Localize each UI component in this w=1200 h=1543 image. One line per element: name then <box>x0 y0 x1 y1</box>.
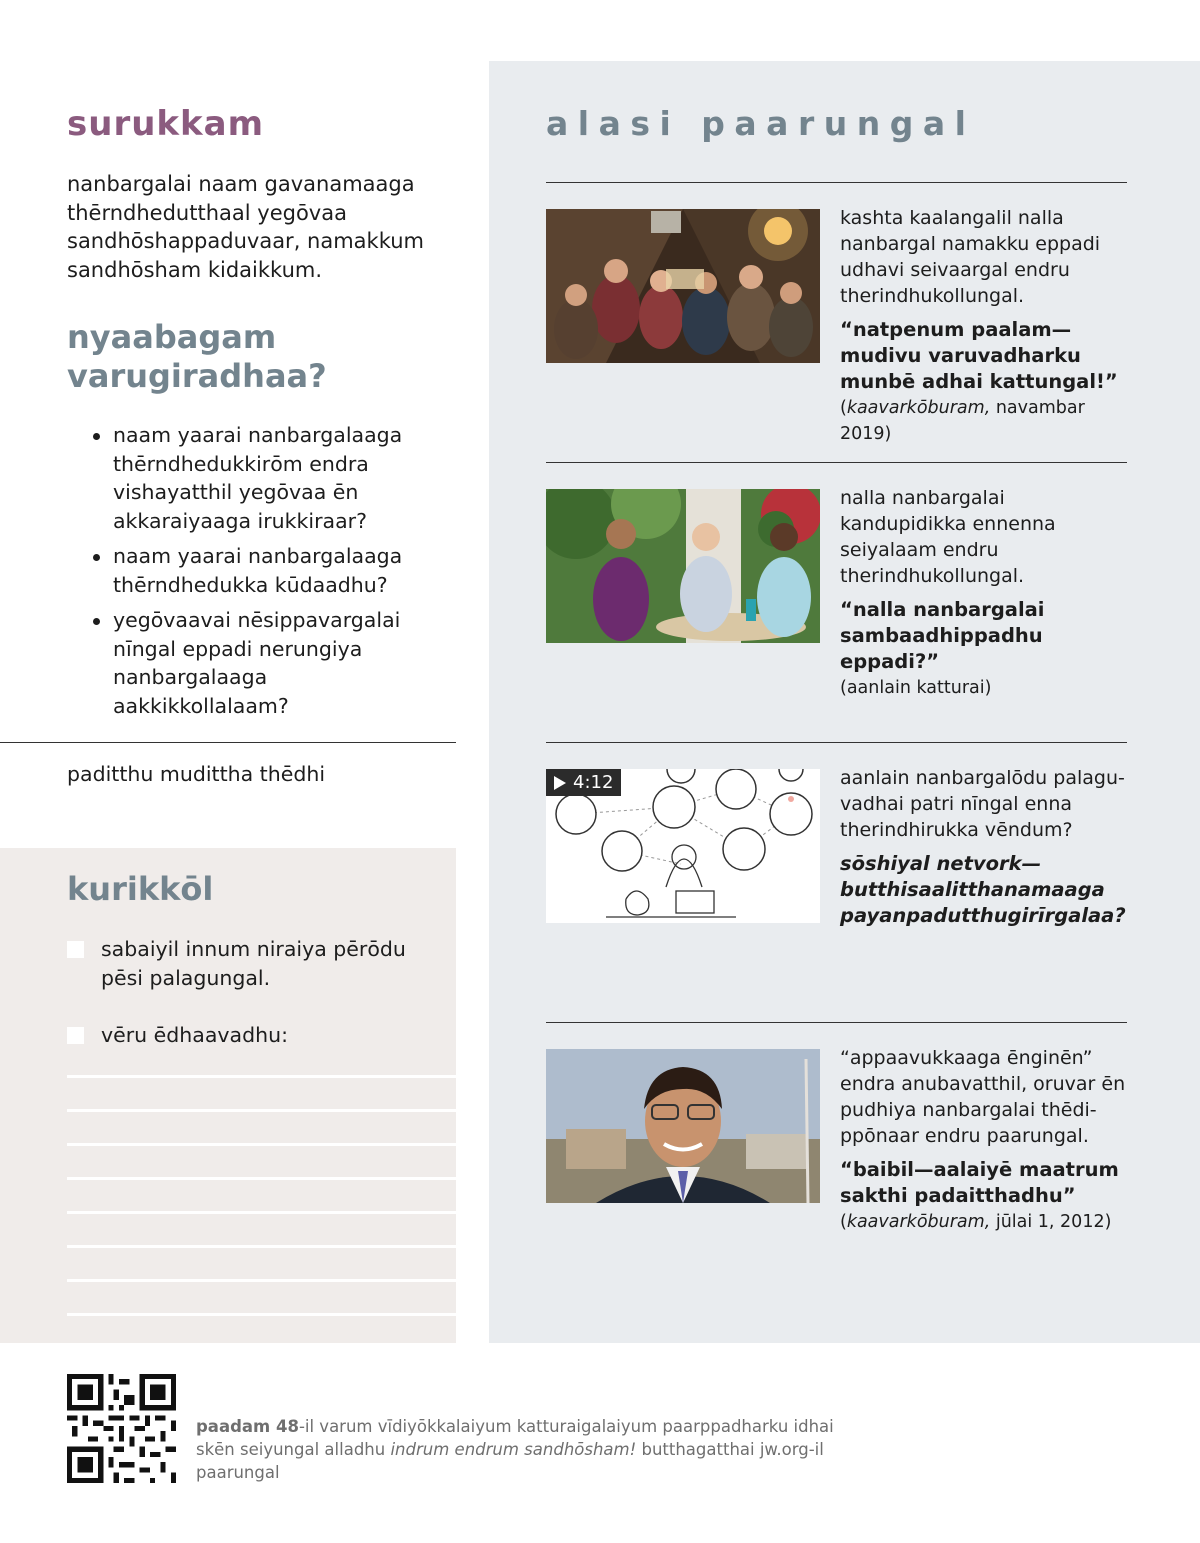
writing-line[interactable] <box>67 1245 456 1248</box>
play-icon <box>554 776 566 790</box>
divider <box>546 182 1127 183</box>
writing-line[interactable] <box>67 1143 456 1146</box>
friends-table-illustration <box>546 489 820 643</box>
goal-item <box>67 1021 437 1050</box>
source-date: jūlai 1, 2012) <box>990 1212 1112 1232</box>
goal-checkbox[interactable] <box>67 941 84 958</box>
resource-card <box>840 1045 1130 1235</box>
divider <box>546 742 1127 743</box>
resource-card <box>840 205 1130 447</box>
source-prefix: ( <box>840 1212 847 1232</box>
completed-date-label: paditthu mudittha thēdhi <box>67 762 326 786</box>
review-question: naam yaarai nanbargalaaga thērndhedukka kūdaadhu? <box>88 542 448 599</box>
review-question: yegōvaavai nēsippavargalai nīngal eppadi nerungiya nanbargalaaga aakkikkollalaam? <box>88 606 448 720</box>
resource-image-attic-group[interactable] <box>546 209 820 363</box>
resource-description: aanlain nanbargalōdu palaguvadhai patri nīngal enna therindhirukka vēndum? <box>840 767 1125 841</box>
writing-line[interactable] <box>67 1109 456 1112</box>
resource-source <box>840 1209 1130 1235</box>
footer-lesson-ref: paadam 48 <box>196 1417 299 1436</box>
source-date: navambar 2019) <box>840 398 1085 444</box>
divider <box>0 742 456 743</box>
writing-line[interactable] <box>67 1279 456 1282</box>
attic-group-illustration <box>546 209 820 363</box>
source-prefix: ( <box>840 398 847 418</box>
footer-text-part: butthagatthai jw.org-il paarungal <box>196 1440 824 1482</box>
writing-line[interactable] <box>67 1075 456 1078</box>
resource-card <box>840 485 1130 701</box>
explore-title: alasi paarungal <box>546 104 976 143</box>
source-publication: kaavarkōburam, <box>846 398 991 418</box>
qr-code[interactable] <box>67 1374 176 1483</box>
divider <box>546 1022 1127 1023</box>
resource-card <box>840 765 1130 929</box>
footer-note <box>196 1415 836 1484</box>
summary-title: surukkam <box>67 104 265 144</box>
video-duration: 4:12 <box>573 772 614 793</box>
goal-item-label: vēru ēdhaavadhu: <box>101 1023 289 1047</box>
video-duration-badge[interactable] <box>546 769 621 796</box>
goal-item-label: sabaiyil innum niraiya pērōdu pēsi palagungal. <box>101 937 406 990</box>
resource-source <box>840 395 1130 447</box>
resource-link-title[interactable]: “nalla nanbargalai sambaadhippadhu eppadi?” <box>840 598 1045 673</box>
resource-description: “appaavukkaaga ēnginēn” endra anubavatthil, oruvar ēn pudhiya nanbargalai thēdippōnaar endru paarungal. <box>840 1047 1126 1147</box>
summary-text: nanbargalai naam gavanamaaga thērndhedutthaal yegōvaa sandhōshappaduvaar, namakkum sandhōsham kidaikkum. <box>67 172 424 282</box>
video-link-title[interactable]: sōshiyal netvork—butthisaalitthanamaaga payanpadutthugirīrgalaa? <box>840 852 1126 927</box>
source-publication: kaavarkōburam, <box>846 1212 991 1232</box>
writing-line[interactable] <box>67 1313 456 1316</box>
resource-link-title[interactable]: “natpenum paalam—mudivu varuvadharku munbē adhai kattungal!” <box>840 318 1118 393</box>
resource-link-title[interactable]: “baibil—aalaiyē maatrum sakthi padaitthadhu” <box>840 1158 1119 1207</box>
writing-line[interactable] <box>67 1177 456 1180</box>
goal-checkbox[interactable] <box>67 1027 84 1044</box>
footer-book-title: indrum endrum sandhōsham! <box>390 1440 637 1459</box>
footer-text-part: -il varum vīdiyōkkalaiyum katturaigalaiyum paarppadharku idhai skēn seiyungal alladhu <box>196 1417 834 1459</box>
review-questions <box>88 421 448 727</box>
goal-title: kurikkōl <box>67 870 214 908</box>
review-question: naam yaarai nanbargalaaga thērndhedukkirōm endra vishayatthil yegōvaa ēn akkaraiyaaga irukkiraar? <box>88 421 448 535</box>
resource-source: (aanlain katturai) <box>840 678 992 698</box>
divider <box>546 462 1127 463</box>
resource-description: kashta kaalangalil nalla nanbargal namakku eppadi udhavi seivaargal endru therindhukollungal. <box>840 207 1101 307</box>
goal-panel <box>0 848 456 1343</box>
qr-code-icon <box>67 1374 176 1483</box>
resource-image-friends-table[interactable] <box>546 489 820 643</box>
goal-item <box>67 935 437 993</box>
writing-line[interactable] <box>67 1211 456 1214</box>
resource-description: nalla nanbargalai kandupidikka ennenna seiyalaam endru therindhukollungal. <box>840 487 1056 587</box>
remember-title: nyaabagam varugiradhaa? <box>67 318 327 395</box>
resource-image-man-portrait[interactable] <box>546 1049 820 1203</box>
man-portrait-illustration <box>546 1049 820 1203</box>
